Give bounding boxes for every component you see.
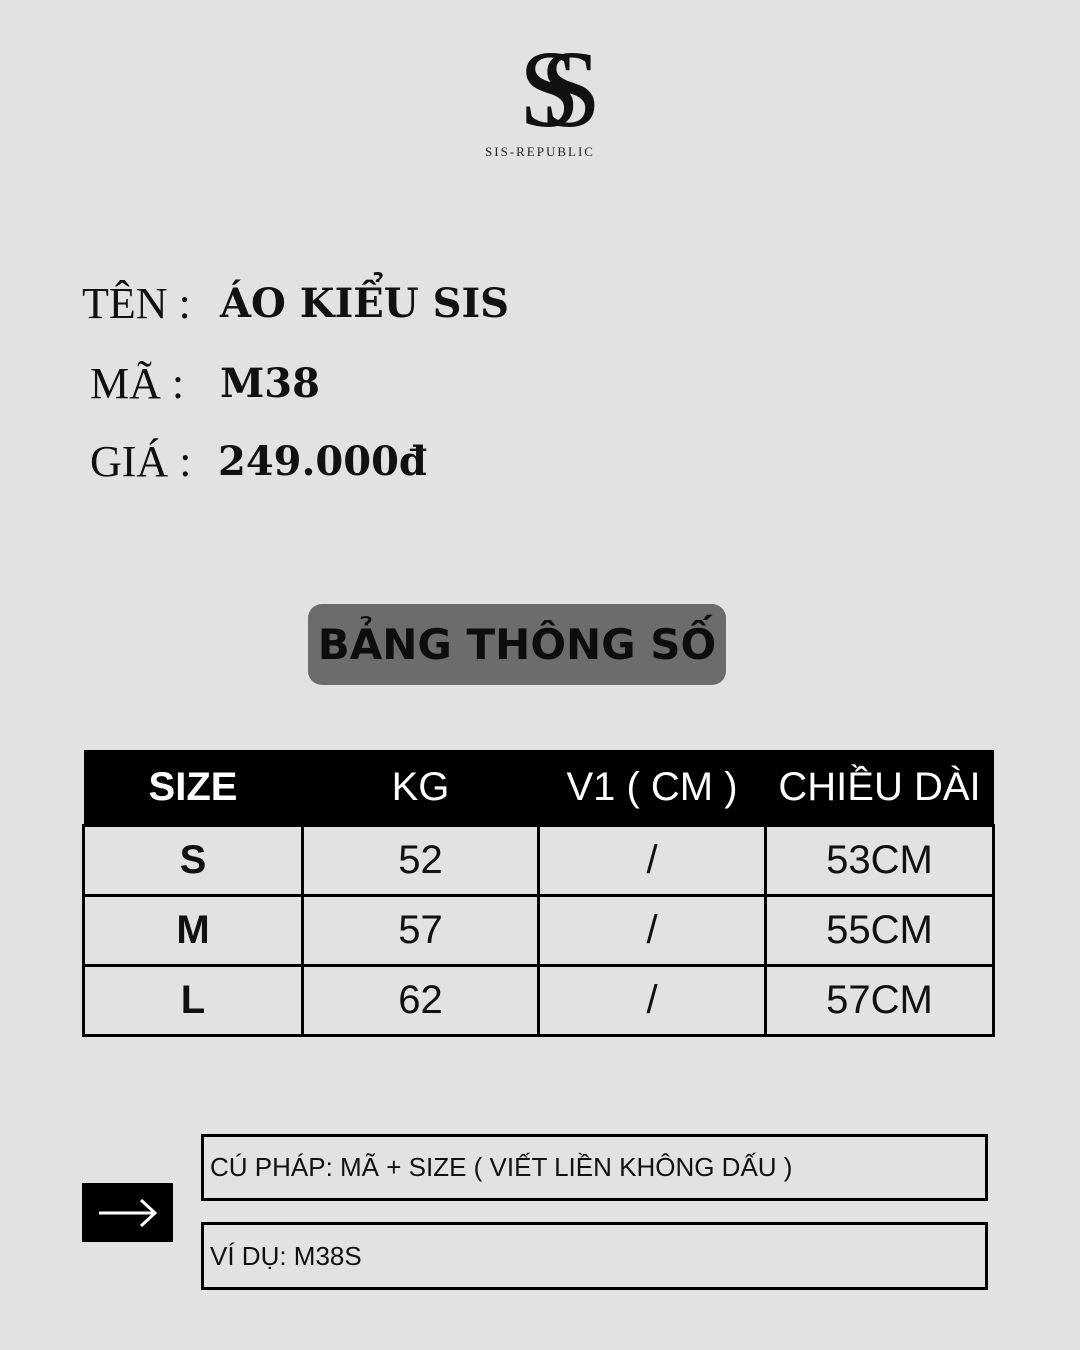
v1-cell: / [539, 896, 766, 966]
size-table [82, 750, 995, 1037]
header-v1: V1 ( CM ) [539, 750, 766, 826]
v1-cell: / [539, 826, 766, 896]
kg-cell: 52 [303, 826, 539, 896]
header-size: SIZE [84, 750, 303, 826]
table-row [84, 896, 994, 966]
size-cell: S [84, 826, 303, 896]
price-label: GIÁ : [90, 437, 192, 486]
header-length: CHIỀU DÀI [766, 750, 994, 826]
table-row [84, 966, 994, 1036]
length-cell: 55CM [766, 896, 994, 966]
v1-cell: / [539, 966, 766, 1036]
size-chart-title-text: BẢNG THÔNG SỐ [317, 620, 717, 669]
size-chart-title [308, 604, 726, 685]
svg-text:SS: SS [518, 40, 562, 140]
name-value: ÁO KIỂU SIS [220, 280, 510, 327]
syntax-note [201, 1134, 988, 1201]
kg-cell: 62 [303, 966, 539, 1036]
syntax-text: CÚ PHÁP: MÃ + SIZE ( VIẾT LIỀN KHÔNG DẤU ) [210, 1152, 793, 1182]
code-value: M38 [220, 360, 320, 407]
price-value: 249.000đ [218, 438, 427, 485]
table-row [84, 826, 994, 896]
example-text: VÍ DỤ: M38S [210, 1240, 362, 1271]
arrow-box [82, 1183, 173, 1242]
arrow-right-icon [97, 1198, 159, 1228]
length-cell: 53CM [766, 826, 994, 896]
length-cell: 57CM [766, 966, 994, 1036]
name-label: TÊN : [82, 279, 191, 328]
brand-name: SIS-REPUBLIC [485, 144, 595, 159]
code-label: MÃ : [90, 359, 185, 408]
sis-monogram-icon [480, 40, 600, 140]
kg-cell: 57 [303, 896, 539, 966]
size-cell: M [84, 896, 303, 966]
brand-logo [470, 40, 610, 160]
size-cell: L [84, 966, 303, 1036]
example-note [201, 1222, 988, 1290]
table-header-row [84, 750, 994, 826]
header-kg: KG [303, 750, 539, 826]
